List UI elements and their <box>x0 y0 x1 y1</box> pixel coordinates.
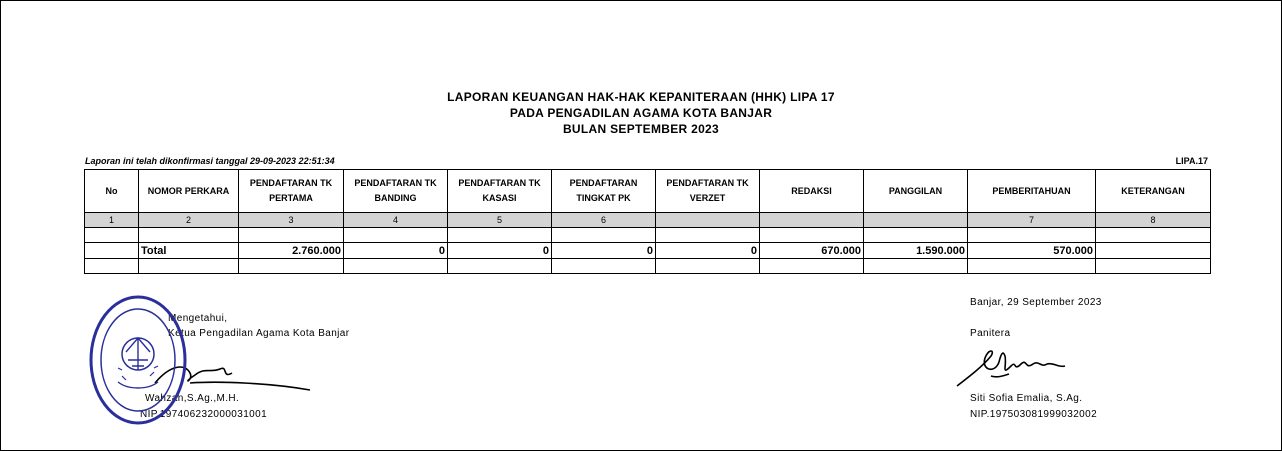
col-number <box>656 213 760 228</box>
col-number: 3 <box>239 213 344 228</box>
col-header: PENDAFTARAN TK VERZET <box>656 170 760 213</box>
total-cell <box>1096 243 1211 259</box>
total-cell: 0 <box>344 243 448 259</box>
col-number: 1 <box>85 213 139 228</box>
total-cell: 0 <box>448 243 552 259</box>
col-number: 4 <box>344 213 448 228</box>
table-row <box>85 259 1211 274</box>
chief-judge-title: Ketua Pengadilan Agama Kota Banjar <box>168 328 350 339</box>
total-cell: 670.000 <box>760 243 864 259</box>
court-stamp-seal <box>88 294 188 426</box>
confirmation-note: Laporan ini telah dikonfirmasi tanggal 29-09-2023 22:51:34 <box>85 156 335 166</box>
table-row <box>85 228 1211 243</box>
total-row <box>85 243 1211 259</box>
registrar-title: Panitera <box>970 328 1011 339</box>
col-number: 8 <box>1096 213 1211 228</box>
chief-judge-nip: NIP.197406232000031001 <box>140 409 268 420</box>
acknowledged-label: Mengetahui, <box>168 313 228 324</box>
col-number <box>864 213 968 228</box>
col-header: PENDAFTARAN TK KASASI <box>448 170 552 213</box>
chief-judge-name: Wahzan,S.Ag.,M.H. <box>145 393 240 404</box>
total-cell: 1.590.000 <box>864 243 968 259</box>
col-number: 2 <box>139 213 239 228</box>
finance-table <box>84 169 1211 274</box>
total-cell: 2.760.000 <box>239 243 344 259</box>
registrar-signature <box>955 342 1080 390</box>
total-cell: 0 <box>552 243 656 259</box>
form-code: LIPA.17 <box>1175 156 1208 166</box>
registrar-name: Siti Sofia Emalia, S.Ag. <box>970 393 1083 404</box>
col-number <box>760 213 864 228</box>
signing-date: Banjar, 29 September 2023 <box>970 297 1102 308</box>
col-number: 7 <box>968 213 1096 228</box>
col-number: 6 <box>552 213 656 228</box>
col-header: NOMOR PERKARA <box>139 170 239 213</box>
col-header: REDAKSI <box>760 170 864 213</box>
report-subtitle-court: PADA PENGADILAN AGAMA KOTA BANJAR <box>509 106 773 120</box>
col-header: PEMBERITAHUAN <box>968 170 1096 213</box>
col-header: PENDAFTARAN TK BANDING <box>344 170 448 213</box>
total-cell: 570.000 <box>968 243 1096 259</box>
col-header: PANGGILAN <box>864 170 968 213</box>
total-cell: 0 <box>656 243 760 259</box>
report-title: LAPORAN KEUANGAN HAK-HAK KEPANITERAAN (HHK) LIPA 17 <box>447 90 835 104</box>
col-header: KETERANGAN <box>1096 170 1211 213</box>
report-subtitle-month: BULAN SEPTEMBER 2023 <box>562 122 720 136</box>
registrar-nip: NIP.197503081999032002 <box>970 409 1098 420</box>
column-number-row <box>85 213 1211 228</box>
col-header: PENDAFTARAN TK PERTAMA <box>239 170 344 213</box>
header-row <box>85 170 1211 213</box>
total-label: Total <box>139 243 239 259</box>
col-header: PENDAFTARAN TINGKAT PK <box>552 170 656 213</box>
col-number: 5 <box>448 213 552 228</box>
col-header: No <box>85 170 139 213</box>
